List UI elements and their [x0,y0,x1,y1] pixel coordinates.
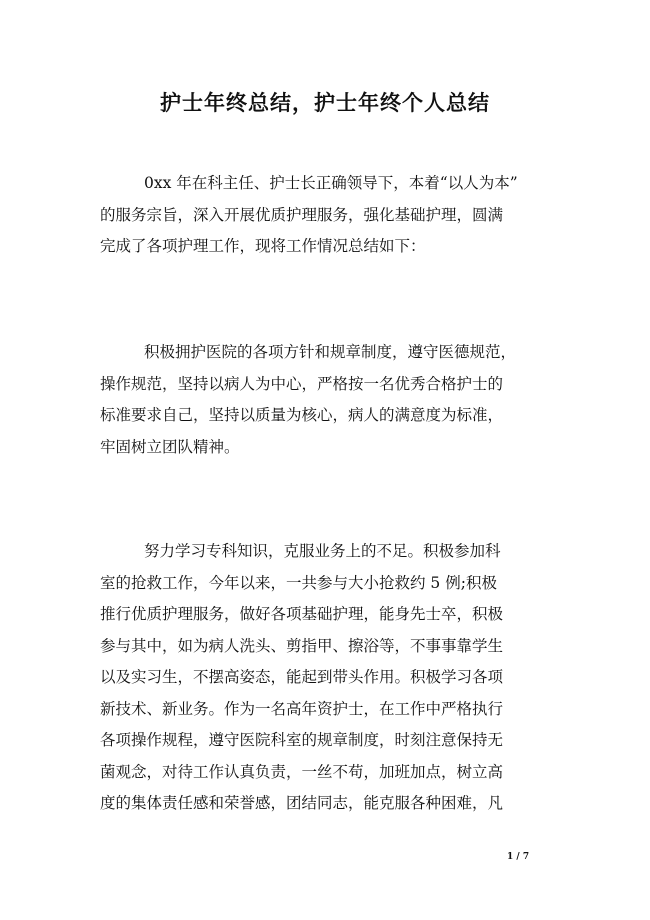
paragraph-intro [100,168,580,263]
paragraph-line: 0xx 年在科主任、护士长正确领导下，本着“以人为本” [144,174,518,192]
paragraph-line: 菌观念，对待工作认真负责，一丝不苟，加班加点，树立高 [100,762,504,781]
paragraph-line: 参与其中，如为病人洗头、剪指甲、擦浴等，不事事靠学生 [100,636,504,655]
paragraph-line: 操作规范，坚持以病人为中心，严格按一名优秀合格护士的 [100,374,504,393]
paragraph-line: 努力学习专科知识，克服业务上的不足。积极参加科 [144,542,501,560]
document-title: 护士年终总结，护士年终个人总结 [160,91,490,115]
paragraph-line: 牢固树立团队精神。 [100,437,240,456]
paragraph-line: 积极拥护医院的各项方针和规章制度，遵守医德规范， [144,343,517,361]
paragraph-line: 度的集体责任感和荣誉感，团结同志，能克服各种困难，凡 [100,794,504,812]
paragraph-line: 推行优质护理服务，做好各项基础护理，能身先士卒，积极 [100,605,504,623]
paragraph-study [100,536,580,820]
paragraph-line: 新技术、新业务。作为一名高年资护士，在工作中严格执行 [100,699,504,718]
paragraph-line: 以及实习生，不摆高姿态，能起到带头作用。积极学习各项 [100,668,504,686]
paragraph-line: 的服务宗旨，深入开展优质护理服务，强化基础护理，圆满 [100,205,504,224]
paragraph-line: 完成了各项护理工作，现将工作情况总结如下： [100,237,426,255]
paragraph-line: 标准要求自己，坚持以质量为核心，病人的满意度为标准， [100,406,504,424]
paragraph-line: 各项操作规程，遵守医院科室的规章制度，时刻注意保持无 [100,731,504,749]
page-number: 1 / 7 [507,852,530,862]
paragraph-principles [100,337,580,463]
paragraph-line: 室的抢救工作，今年以来，一共参与大小抢救约 5 例;积极 [100,573,497,592]
